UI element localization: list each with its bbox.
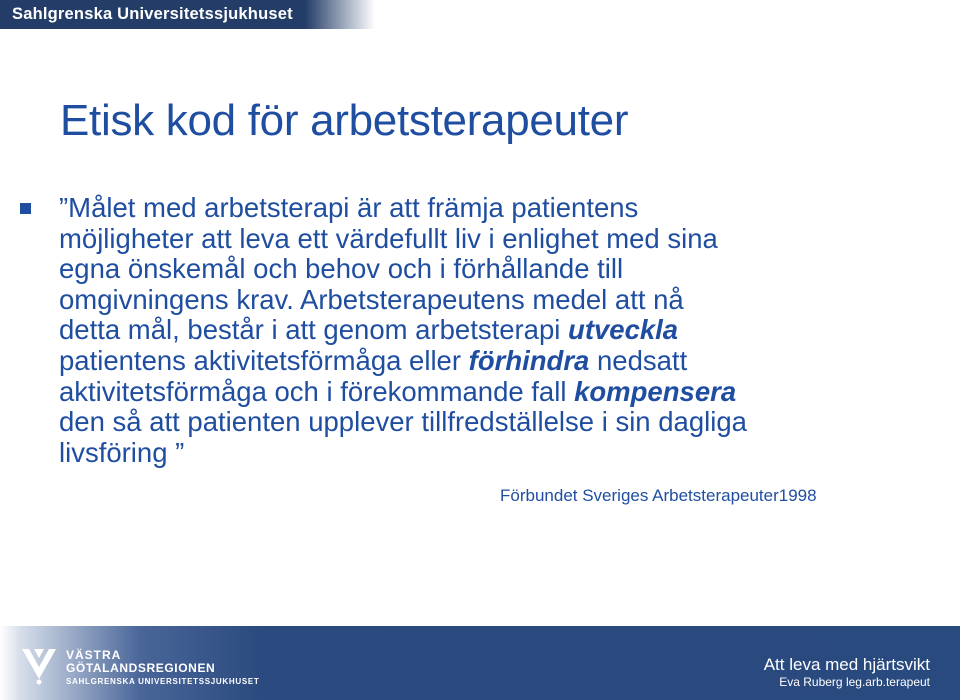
quote-body <box>59 193 939 468</box>
quote-line <box>59 315 939 346</box>
quote-text: patientens aktivitetsförmåga eller <box>59 344 469 376</box>
logo-text-region: GÖTALANDSREGIONEN <box>66 661 216 675</box>
hospital-name: Sahlgrenska Universitetssjukhuset <box>12 5 293 23</box>
quote-line <box>59 377 939 408</box>
quote-source: Förbundet Sveriges Arbetsterapeuter1998 <box>500 486 817 505</box>
logo-text-vastra: VÄSTRA <box>66 648 122 662</box>
quote-line: möjligheter att leva ett värdefullt liv i enlighet med sina <box>59 222 718 254</box>
square-bullet-icon <box>20 203 31 214</box>
quote-line: livsföring ” <box>59 436 185 468</box>
quote-text: aktivitetsförmåga och i förekommande fall <box>59 375 575 407</box>
header-band-fade <box>305 0 375 29</box>
emphasis-utveckla: utveckla <box>568 314 679 346</box>
vgr-logo-icon <box>20 645 58 685</box>
quote-line: omgivningens krav. Arbetsterapeutens medel att nå <box>59 283 684 315</box>
quote-line <box>59 346 939 377</box>
quote-line: den så att patienten upplever tillfredställelse i sin dagliga <box>59 406 747 438</box>
header-band <box>0 0 305 29</box>
quote-line: ”Målet med arbetsterapi är att främja patientens <box>59 192 639 223</box>
presentation-author: Eva Ruberg leg.arb.terapeut <box>779 675 930 689</box>
presentation-title: Att leva med hjärtsvikt <box>763 655 930 674</box>
quote-line: egna önskemål och behov och i förhållande till <box>59 253 624 285</box>
quote-text: detta mål, består i att genom arbetsterapi <box>59 314 569 346</box>
emphasis-forhindra: förhindra <box>468 344 590 376</box>
quote-text: nedsatt <box>589 344 688 376</box>
emphasis-kompensera: kompensera <box>574 375 737 407</box>
logo-text-hospital: SAHLGRENSKA UNIVERSITETSSJUKHUSET <box>66 677 260 686</box>
slide-title: Etisk kod för arbetsterapeuter <box>60 96 629 145</box>
